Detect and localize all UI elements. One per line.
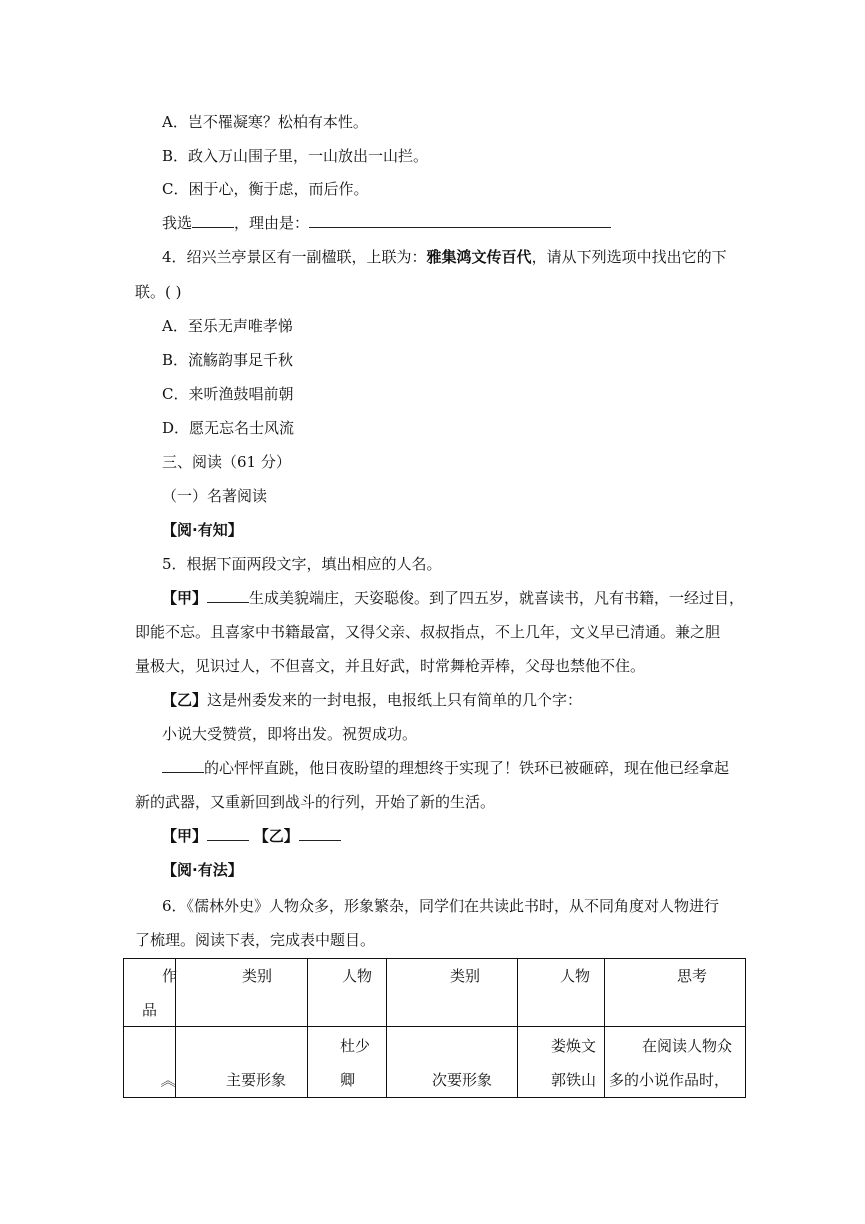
answer-yi-tag: 【乙】	[253, 827, 299, 845]
question-6-cont: 了梳理。阅读下表，完成表中题目。	[135, 931, 376, 949]
row-work-text: 《	[158, 1072, 177, 1088]
yi-text-3: 的心怦怦直跳，他日夜盼望的理想终于实现了！铁环已被砸碎，现在他已经拿起	[204, 759, 730, 777]
passage-yi-2: 小说大受赞赏，即将出发。祝贺成功。	[162, 725, 418, 743]
jia-text-1: 生成美貌端庄，天姿聪俊。到了四五岁，就喜读书，凡有书籍，一经过目，	[249, 589, 745, 607]
question-6: 6．《儒林外史》人物众多，形象繁杂，同学们在共读此书时，从不同角度对人物进行	[162, 897, 720, 915]
header-think-text: 思考	[677, 967, 708, 985]
header-type-2-text: 类别	[450, 967, 481, 985]
reason-blank[interactable]	[309, 212, 611, 228]
passage-jia-2: 即能不忘。且喜家中书籍最富，又得父亲、叔叔指点，不上几年，文义早已清通。兼之胆	[135, 623, 721, 641]
row-person-2-line2: 郭铁山	[551, 1071, 597, 1089]
answer-line	[162, 825, 341, 847]
passage-jia-1	[162, 587, 744, 609]
q4-suffix: ，请从下列选项中找出它的下	[531, 248, 727, 266]
passage-yi-1	[162, 689, 582, 711]
row-think-line1: 在阅读人物众	[642, 1037, 733, 1055]
row-type-2-text: 次要形象	[432, 1071, 493, 1089]
answer-jia-blank[interactable]	[207, 825, 249, 841]
header-person-2	[518, 959, 605, 1027]
yi-tag: 【乙】	[162, 691, 208, 709]
q4-option-a: A．至乐无声唯孝悌	[162, 317, 293, 335]
row-person-1-line1: 杜少	[340, 1037, 371, 1055]
question-4-cont: 联。( )	[135, 283, 182, 301]
header-person-1-text: 人物	[342, 967, 373, 985]
header-work-2: 品	[142, 1001, 158, 1019]
yi-text-1: 这是州委发来的一封电报，电报纸上只有简单的几个字：	[207, 691, 583, 709]
row-think-line2: 多的小说作品时，	[609, 1071, 730, 1089]
header-person-1	[308, 959, 387, 1027]
header-think	[605, 959, 746, 1027]
passage-yi-3	[162, 757, 729, 779]
q4-option-d: D．愿无忘名士风流	[162, 419, 295, 437]
choose-mid: ，理由是：	[234, 214, 310, 232]
option-c: C．困于心，衡于虑，而后作。	[162, 180, 369, 198]
question-5: 5．根据下面两段文字，填出相应的人名。	[162, 555, 442, 573]
header-work-1: 作	[162, 967, 178, 985]
row-type-1-text: 主要形象	[226, 1071, 287, 1089]
jia-blank[interactable]	[207, 587, 249, 603]
q4-option-c: C．来听渔鼓唱前朝	[162, 385, 294, 403]
tag-youfa: 【阅·有法】	[162, 861, 243, 879]
answer-jia-tag: 【甲】	[162, 827, 208, 845]
option-b: B．政入万山围子里，一山放出一山拦。	[162, 147, 429, 165]
option-a: A．岂不罹凝寒？松柏有本性。	[162, 113, 368, 131]
subsection-1-heading: （一）名著阅读	[162, 487, 268, 505]
yi-blank[interactable]	[162, 757, 204, 773]
choose-line	[162, 212, 611, 234]
question-4	[162, 246, 727, 268]
q4-couplet: 雅集鸿文传百代	[426, 248, 532, 266]
row-type-1	[176, 1027, 308, 1098]
tag-youzhi: 【阅·有知】	[162, 521, 243, 539]
row-person-2	[518, 1027, 605, 1098]
character-table	[123, 958, 746, 1098]
q4-prefix: 4．绍兴兰亭景区有一副楹联，上联为：	[162, 248, 427, 266]
row-think	[605, 1027, 746, 1098]
row-person-1-line2: 卿	[340, 1071, 356, 1089]
header-work	[124, 959, 176, 1027]
section-3-heading: 三、阅读（61 分）	[162, 453, 291, 471]
passage-yi-4: 新的武器，又重新回到战斗的行列，开始了新的生活。	[135, 793, 496, 811]
choice-blank[interactable]	[192, 212, 234, 228]
header-type-1	[176, 959, 308, 1027]
header-type-2	[387, 959, 518, 1027]
row-person-1	[308, 1027, 387, 1098]
jia-tag: 【甲】	[162, 589, 208, 607]
row-person-2-line1: 娄焕文	[551, 1037, 597, 1055]
choose-prefix: 我选	[162, 214, 193, 232]
row-work	[124, 1027, 176, 1098]
header-type-1-text: 类别	[242, 967, 273, 985]
answer-yi-blank[interactable]	[299, 825, 341, 841]
header-person-2-text: 人物	[560, 967, 591, 985]
q4-option-b: B．流觞韵事足千秋	[162, 351, 294, 369]
passage-jia-3: 量极大，见识过人，不但喜文，并且好武，时常舞枪弄棒，父母也禁他不住。	[135, 657, 646, 675]
row-type-2	[387, 1027, 518, 1098]
